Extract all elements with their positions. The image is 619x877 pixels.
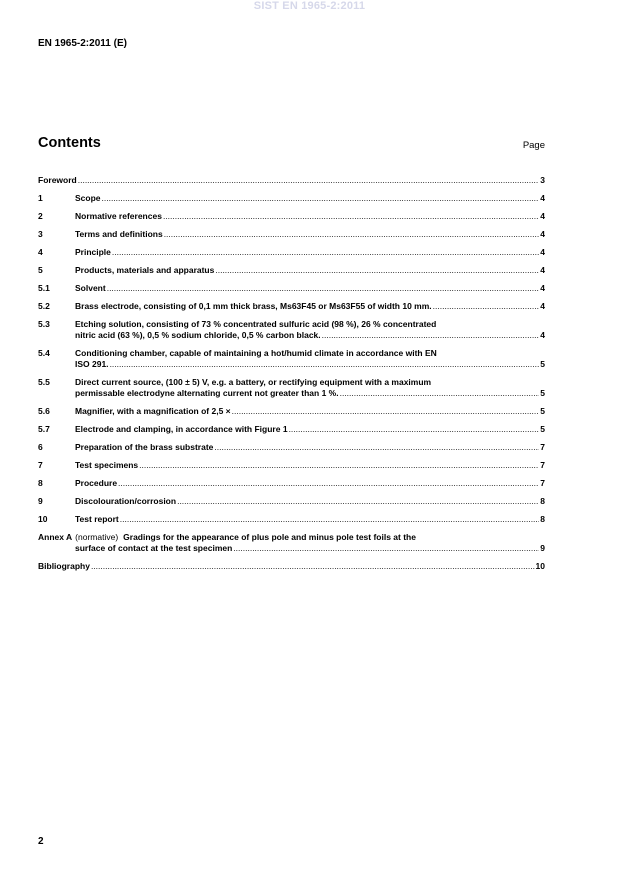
- toc-dot-leader: [164, 229, 540, 240]
- toc-dot-leader: [102, 193, 540, 204]
- toc-entry-page: 7: [540, 460, 545, 470]
- toc-entry-page: 4: [540, 330, 545, 340]
- toc-entry-3[interactable]: [38, 229, 545, 240]
- toc-entry-5-4[interactable]: [38, 348, 545, 370]
- toc-entry-bibliography[interactable]: [38, 561, 545, 572]
- annex-label: Annex A: [38, 532, 73, 542]
- toc-entry-8[interactable]: [38, 478, 545, 489]
- toc-dot-leader: [289, 424, 540, 435]
- toc-entry-page: 5: [540, 359, 545, 369]
- toc-entry-page: 3: [540, 175, 545, 185]
- toc-entry-title: Direct current source, (100 ± 5) V, e.g. a battery, or rectifying equipment with a maximum: [75, 377, 432, 387]
- toc-entry-4[interactable]: [38, 247, 545, 258]
- toc-entry-title: surface of contact at the test specimen: [75, 543, 233, 553]
- toc-entry-title: Products, materials and apparatus: [75, 265, 215, 275]
- toc-entry-page: 4: [540, 265, 545, 275]
- document-id: EN 1965-2:2011 (E): [38, 38, 127, 49]
- toc-entry-title: Etching solution, consisting of 73 % concentrated sulfuric acid (98 %), 26 % concentrated: [75, 319, 437, 329]
- toc-entry-number: 4: [38, 247, 43, 257]
- toc-dot-leader: [91, 561, 535, 572]
- toc-entry-title: Foreword: [38, 175, 77, 185]
- toc-dot-leader: [322, 330, 540, 341]
- toc-entry-title: Preparation of the brass substrate: [75, 442, 214, 452]
- toc-entry-5-1[interactable]: [38, 283, 545, 294]
- toc-dot-leader: [120, 514, 539, 525]
- toc-entry-title: Principle: [75, 247, 111, 257]
- toc-dot-leader: [118, 478, 539, 489]
- toc-dot-leader: [177, 496, 539, 507]
- toc-entry-title: Conditioning chamber, capable of maintaining a hot/humid climate in accordance with EN: [75, 348, 437, 358]
- toc-entry-number: 5.3: [38, 319, 50, 329]
- toc-entry-page: 5: [540, 388, 545, 398]
- toc-entry-7[interactable]: [38, 460, 545, 471]
- toc-entry-page: 7: [540, 478, 545, 488]
- page-title: Contents: [38, 135, 101, 151]
- toc-entry-number: 5.6: [38, 406, 50, 416]
- toc-entry-9[interactable]: [38, 496, 545, 507]
- toc-dot-leader: [163, 211, 539, 222]
- toc-entry-5[interactable]: [38, 265, 545, 276]
- toc-entry-number: 8: [38, 478, 43, 488]
- toc-entry-number: 6: [38, 442, 43, 452]
- toc-entry-5-6[interactable]: [38, 406, 545, 417]
- toc-entry-title: Terms and definitions: [75, 229, 163, 239]
- toc-entry-page: 7: [540, 442, 545, 452]
- toc-dot-leader: [112, 247, 539, 258]
- watermark: SIST EN 1965-2:2011: [253, 0, 366, 12]
- toc-entry-title: Test report: [75, 514, 119, 524]
- toc-entry-number: 2: [38, 211, 43, 221]
- toc-entry-title: Scope: [75, 193, 101, 203]
- toc-entry-title: Solvent: [75, 283, 106, 293]
- toc-entry-number: 9: [38, 496, 43, 506]
- toc-entry-title: Discolouration/corrosion: [75, 496, 177, 506]
- toc-entry-number: 3: [38, 229, 43, 239]
- toc-entry-page: 8: [540, 514, 545, 524]
- toc-entry-number: 1: [38, 193, 43, 203]
- toc-entry-6[interactable]: [38, 442, 545, 453]
- toc-dot-leader: [233, 543, 539, 554]
- toc-entry-number: 5.4: [38, 348, 50, 358]
- toc-entry-page: 5: [540, 424, 545, 434]
- toc-entry-number: 10: [38, 514, 48, 524]
- toc-entry-5-3[interactable]: [38, 319, 545, 341]
- toc-entry-page: 9: [540, 543, 545, 553]
- toc-entry-page: 10: [535, 561, 545, 571]
- toc-entry-title: Magnifier, with a magnification of 2,5 ×: [75, 406, 231, 416]
- page-number: 2: [38, 836, 44, 847]
- toc-entry-title: nitric acid (63 %), 0,5 % sodium chloride, 0,5 % carbon black.: [75, 330, 321, 340]
- toc-entry-page: 8: [540, 496, 545, 506]
- toc-entry-number: 5.2: [38, 301, 50, 311]
- toc-entry-5-2[interactable]: [38, 301, 545, 312]
- toc-entry-foreword[interactable]: [38, 175, 545, 186]
- toc-entry-title: Gradings for the appearance of plus pole and minus pole test foils at the: [123, 532, 416, 542]
- toc-dot-leader: [110, 359, 540, 370]
- toc-entry-10[interactable]: [38, 514, 545, 525]
- toc-entry-title: Procedure: [75, 478, 118, 488]
- toc-entry-title: Normative references: [75, 211, 162, 221]
- toc-entry-page: 4: [540, 211, 545, 221]
- toc-entry-page: 4: [540, 229, 545, 239]
- toc-entry-5-7[interactable]: [38, 424, 545, 435]
- toc-dot-leader: [139, 460, 539, 471]
- toc-entry-number: 5.5: [38, 377, 50, 387]
- toc-dot-leader: [215, 265, 539, 276]
- annex-qualifier: (normative): [75, 532, 119, 542]
- toc-entry-number: 7: [38, 460, 43, 470]
- toc-entry-page: 4: [540, 283, 545, 293]
- toc-dot-leader: [232, 406, 540, 417]
- toc-entry-title: Bibliography: [38, 561, 90, 571]
- toc-entry-title: ISO 291.: [75, 359, 109, 369]
- toc-entry-2[interactable]: [38, 211, 545, 222]
- toc-entry-title: Brass electrode, consisting of 0,1 mm thick brass, Ms63F45 or Ms63F55 of width 10 mm.: [75, 301, 432, 311]
- toc-entry-page: 4: [540, 193, 545, 203]
- toc-entry-page: 4: [540, 301, 545, 311]
- page-column-label: Page: [522, 140, 545, 151]
- toc-dot-leader: [214, 442, 539, 453]
- toc-entry-title: permissable electrodyne alternating current not greater than 1 %.: [75, 388, 339, 398]
- toc-entry-number: 5: [38, 265, 43, 275]
- toc-dot-leader: [78, 175, 540, 186]
- toc-entry-title: Test specimens: [75, 460, 139, 470]
- toc-dot-leader: [107, 283, 540, 294]
- toc-entry-number: 5.1: [38, 283, 50, 293]
- toc-entry-number: 5.7: [38, 424, 50, 434]
- toc-dot-leader: [433, 301, 540, 312]
- toc-entry-annex-a[interactable]: [38, 532, 545, 554]
- toc-entry-5-5[interactable]: [38, 377, 545, 399]
- toc-entry-title: Electrode and clamping, in accordance with Figure 1: [75, 424, 288, 434]
- toc-entry-page: 4: [540, 247, 545, 257]
- toc-dot-leader: [340, 388, 540, 399]
- table-of-contents: [38, 175, 545, 572]
- toc-entry-1[interactable]: [38, 193, 545, 204]
- toc-entry-page: 5: [540, 406, 545, 416]
